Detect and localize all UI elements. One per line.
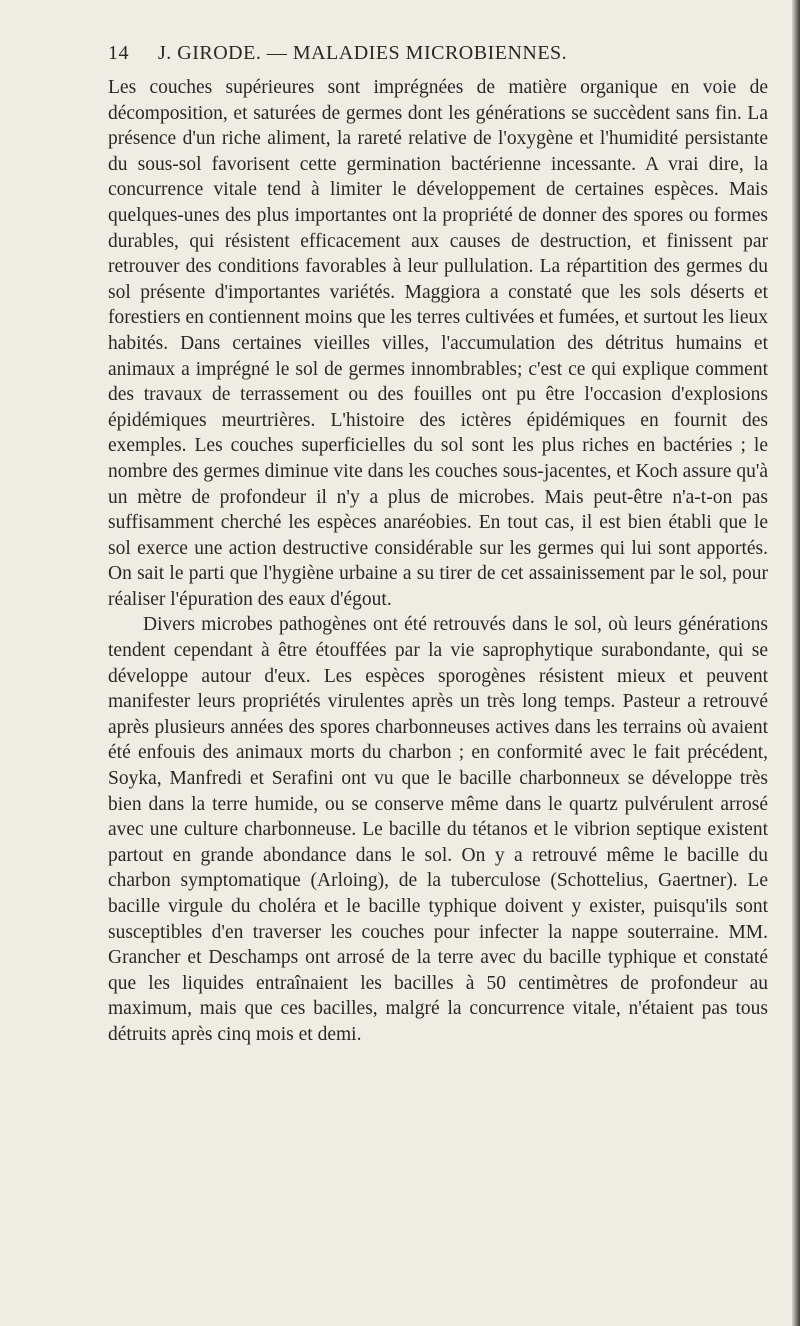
- body-text: [108, 75, 768, 1048]
- running-head: [108, 42, 768, 72]
- paragraph-1: Les couches supérieures sont imprégnées de matière organique en voie de décomposition, et saturées de germes dont les générations se succèdent sans fin. La présence d'un riche aliment, la rareté relative de l'oxygène et l'humidité persistante du sous-sol favorisent cette germination bactérienne incessante. A vrai dire, la concurrence vitale tend à limiter le développement de certaines espèces. Mais quelques-unes des plus importantes ont la propriété de donner des spores ou formes durables, qui résistent efficacement aux causes de destruction, et finissent par retrouver des conditions favorables à leur pullulation. La répartition des germes du sol présente d'importantes variétés. Maggiora a constaté que les sols déserts et forestiers en contiennent moins que les terres cultivées et fumées, et surtout les lieux habités. Dans certaines vieilles villes, l'accumulation des détritus humains et animaux a imprégné le sol de germes innombrables; c'est ce qui explique comment des travaux de terrassement ou des fouilles ont pu être l'occasion d'explosions épidémiques meurtrières. L'histoire des ictères épidémiques en fournit des exemples. Les couches superficielles du sol sont les plus riches en bactéries ; le nombre des germes diminue vite dans les couches sous-jacentes, et Koch assure qu'à un mètre de profondeur il n'y a plus de microbes. Mais peut-être n'a-t-on pas suffisamment cherché les espèces anaréobies. En tout cas, il est bien établi que le sol exerce une action destructive considérable sur les germes qui lui sont apportés. On sait le parti que l'hygiène urbaine a su tirer de cet assainissement par le sol, pour réaliser l'épuration des eaux d'égout.: [108, 77, 768, 610]
- paragraph-2: Divers microbes pathogènes ont été retrouvés dans le sol, où leurs générations tendent cependant à être étouffées par la vie saprophytique surabondante, qui se développe autour d'eux. Les espèces sporogènes résistent mieux et peuvent manifester leurs propriétés virulentes après un très long temps. Pasteur a retrouvé après plusieurs années des spores charbonneuses actives dans les terrains où avaient été enfouis des animaux morts du charbon ; en conformité avec le fait précédent, Soyka, Manfredi et Serafini ont vu que le bacille charbonneux se développe très bien dans la terre humide, ou se conserve même dans le quartz pulvérulent arrosé avec une culture charbonneuse. Le bacille du tétanos et le vibrion septique existent partout en grande abondance dans le sol. On y a retrouvé même le bacille du charbon symptomatique (Arloing), de la tuberculose (Schottelius, Gaertner). Le bacille virgule du choléra et le bacille typhique doivent y exister, puisqu'ils sont susceptibles d'en traverser les couches pour infecter la nappe souterraine. MM. Grancher et Deschamps ont arrosé de la terre avec du bacille typhique et constaté que les liquides entraînaient les bacilles à 50 centimètres de profondeur au maximum, mais que ces bacilles, malgré la concurrence vitale, n'étaient pas tous détruits après cinq mois et demi.: [108, 614, 768, 1045]
- running-title: J. GIRODE. — MALADIES MICROBIENNES.: [158, 42, 568, 64]
- page-edge-shadow: [792, 0, 800, 1326]
- page-number: 14: [108, 42, 129, 64]
